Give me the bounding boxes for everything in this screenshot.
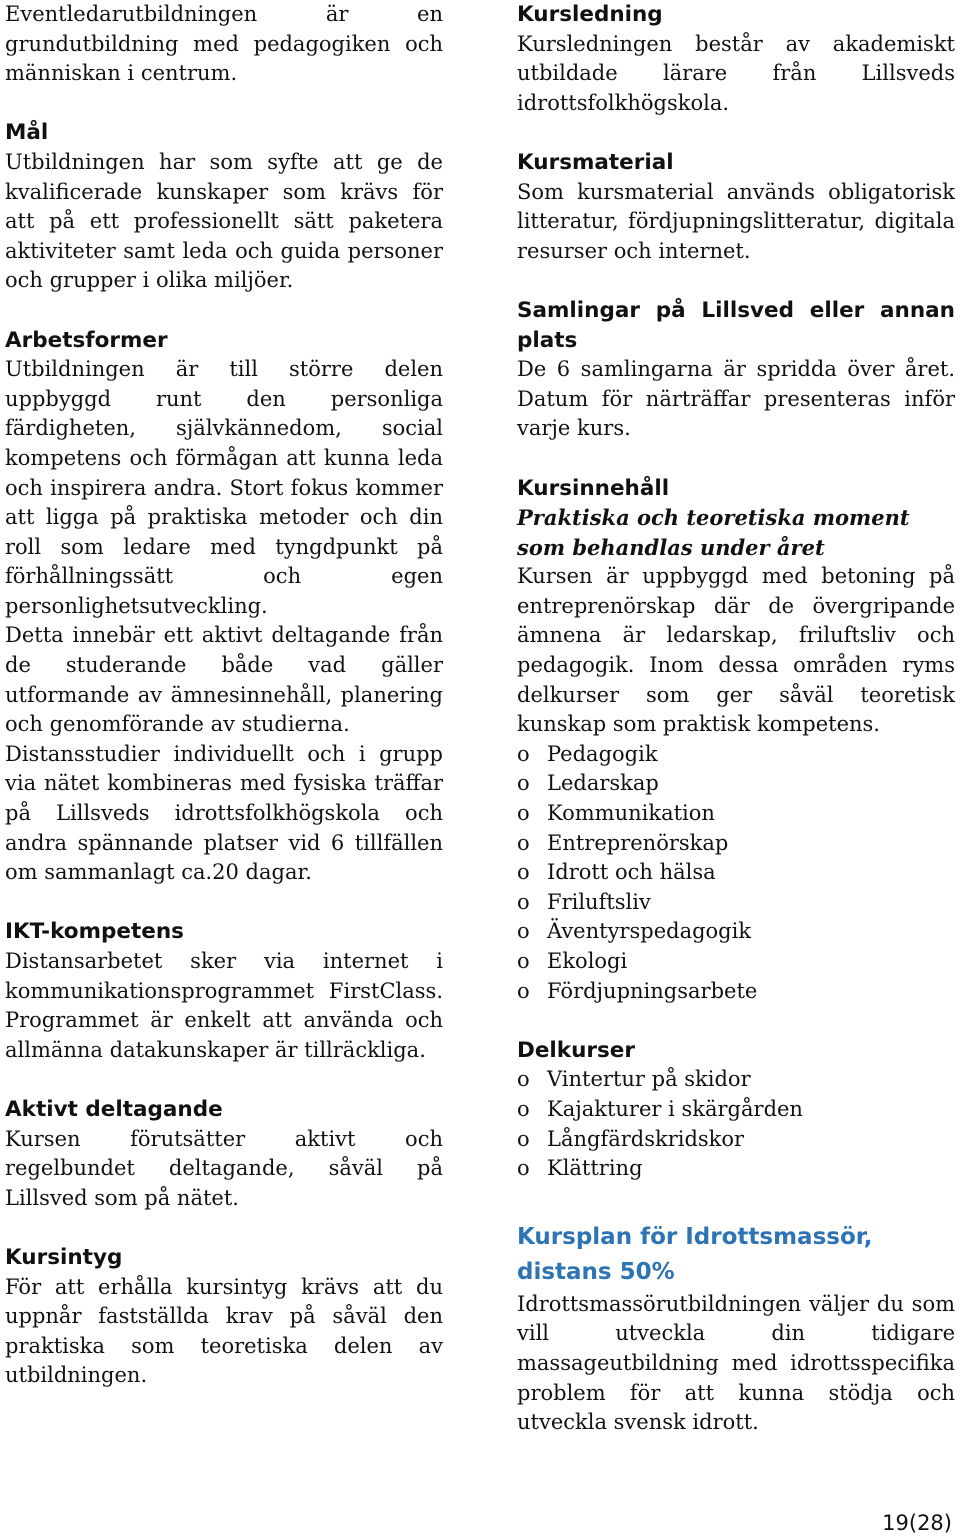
bullet-marker: o <box>517 1096 530 1121</box>
heading-kursplan: Kursplan för Idrottsmassör, distans 50% <box>517 1223 873 1285</box>
list-item-label: Fördjupningsarbete <box>547 978 758 1003</box>
heading-kursledning: Kursledning <box>517 2 663 27</box>
heading-arbetsformer: Arbetsformer <box>5 327 168 353</box>
list-item <box>517 947 955 977</box>
bullet-marker: o <box>517 978 530 1003</box>
list-item-label: Pedagogik <box>547 741 658 766</box>
arbetsformer-paragraph-1: Utbildningen är till större delen uppbyggd runt den personliga färdigheten, självkännedom, social kompetens och förmågan att kunna leda och inspirera andra. Stort fokus kommer att ligga på praktiska metoder och din roll som ledare med tyngdpunkt på förhållningssätt och egen personlighetsutveckling. <box>5 357 443 618</box>
list-item-label: Äventyrspedagogik <box>547 919 752 944</box>
kursinnehall-paragraph: Kursen är uppbyggd med betoning på entreprenörskap där de övergripande ämnena är ledarskap, friluftsliv och pedagogik. Inom dessa områden ryms delkurser som ger såväl teoretisk kunskap som praktisk kompetens. <box>517 564 955 737</box>
list-item-label: Långfärdskridskor <box>547 1126 745 1151</box>
bullet-marker: o <box>517 889 530 914</box>
aktivt-paragraph: Kursen förutsätter aktivt och regelbundet deltagande, såväl på Lillsved som på nätet. <box>5 1126 443 1210</box>
heading-aktivt-deltagande: Aktivt deltagande <box>5 1096 223 1122</box>
right-column <box>517 0 955 1438</box>
heading-samlingar: Samlingar på Lillsved eller annan plats <box>517 297 955 353</box>
heading-kursintyg: Kursintyg <box>5 1244 123 1270</box>
list-item <box>517 858 955 888</box>
bullet-marker: o <box>517 771 530 796</box>
list-item-label: Entreprenörskap <box>547 830 729 855</box>
list-item-label: Ledarskap <box>547 771 659 796</box>
arbetsformer-paragraph-2: Detta innebär ett aktivt deltagande från de studerande både vad gäller utformande av ämnesinnehåll, planering och genomförande av studierna. <box>5 623 443 737</box>
kursplan-paragraph: Idrottsmassörutbildningen väljer du som vill utveckla din tidigare massageutbildning med idrottsspecifika problem för att kunna stödja och utveckla svensk idrott. <box>517 1291 955 1435</box>
kursinnehall-subheading: Praktiska och teoretiska moment som behandlas under året <box>517 505 910 560</box>
bullet-marker: o <box>517 741 530 766</box>
list-item <box>517 769 955 799</box>
bullet-marker: o <box>517 860 530 885</box>
intro-paragraph: Eventledarutbildningen är en grundutbildning med pedagogiken och människan i centrum. <box>5 2 443 86</box>
bullet-marker: o <box>517 801 530 826</box>
delkurser-list <box>517 1065 955 1183</box>
list-item <box>517 740 955 770</box>
kursledning-paragraph: Kursledningen består av akademiskt utbildade lärare från Lillsveds idrottsfolkhögskola. <box>517 31 955 115</box>
list-item-label: Klättring <box>547 1156 643 1181</box>
kursmaterial-paragraph: Som kursmaterial används obligatorisk litteratur, fördjupningslitteratur, digitala resurser och internet. <box>517 179 955 263</box>
list-item-label: Kommunikation <box>547 801 715 826</box>
bullet-marker: o <box>517 1156 530 1181</box>
kursintyg-paragraph: För att erhålla kursintyg krävs att du uppnår fastställda krav på såväl den praktiska som teoretiska delen av utbildningen. <box>5 1274 443 1388</box>
left-column <box>5 0 443 1391</box>
ikt-paragraph: Distansarbetet sker via internet i kommunikationsprogrammet FirstClass. Programmet är enkelt att använda och allmänna datakunskaper är tillräckliga. <box>5 949 443 1062</box>
list-item-label: Vintertur på skidor <box>547 1067 751 1092</box>
mal-paragraph: Utbildningen har som syfte att ge de kvalificerade kunskaper som krävs för att på ett professionellt sätt paketera aktiviteter samt leda och guida personer och grupper i olika miljöer. <box>5 149 443 293</box>
list-item <box>517 799 955 829</box>
list-item <box>517 888 955 918</box>
list-item <box>517 1154 955 1184</box>
arbetsformer-paragraph-3: Distansstudier individuellt och i grupp via nätet kombineras med fysiska träffar på Lillsveds idrottsfolkhögskola och andra spännande platser vid 6 tillfällen om sammanlagt ca.20 dagar. <box>5 741 443 885</box>
list-item-label: Idrott och hälsa <box>547 860 716 885</box>
list-item-label: Kajakturer i skärgården <box>547 1096 803 1121</box>
list-item <box>517 917 955 947</box>
list-item-label: Ekologi <box>547 949 628 973</box>
heading-ikt: IKT-kompetens <box>5 919 184 945</box>
list-item <box>517 977 955 1007</box>
bullet-marker: o <box>517 949 530 973</box>
heading-kursinnehall: Kursinnehåll <box>517 475 670 501</box>
bullet-marker: o <box>517 830 530 855</box>
bullet-marker: o <box>517 919 530 944</box>
heading-mal: Mål <box>5 120 49 146</box>
list-item <box>517 1125 955 1155</box>
list-item-label: Friluftsliv <box>547 889 651 914</box>
list-item <box>517 829 955 859</box>
heading-kursmaterial: Kursmaterial <box>517 149 674 175</box>
bullet-marker: o <box>517 1126 530 1151</box>
heading-delkurser: Delkurser <box>517 1037 635 1063</box>
list-item <box>517 1095 955 1125</box>
kursinnehall-list <box>517 740 955 1006</box>
samlingar-paragraph: De 6 samlingarna är spridda över året. Datum för närträffar presenteras inför varje kurs. <box>517 357 955 441</box>
page-number: 19(28) <box>882 1511 952 1535</box>
bullet-marker: o <box>517 1067 530 1092</box>
list-item <box>517 1065 955 1095</box>
